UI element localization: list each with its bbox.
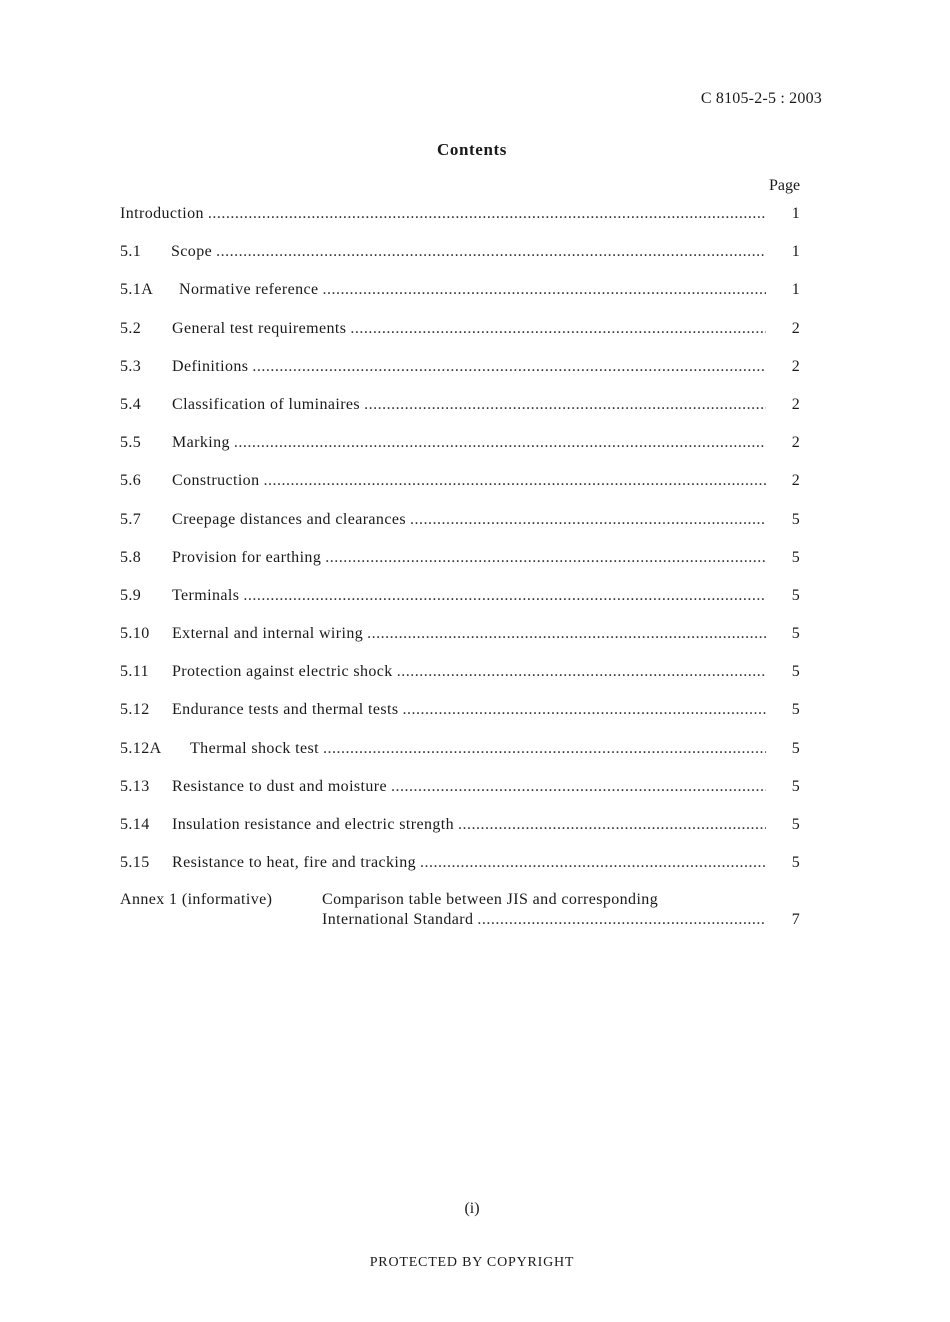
- footer-page-number: (i): [464, 1200, 480, 1217]
- toc-entry-number: 5.5: [120, 434, 142, 452]
- dot-leader: [323, 279, 766, 301]
- toc-entry[interactable]: [120, 318, 810, 356]
- dot-leader: [263, 470, 766, 492]
- toc-entry-page: 2: [791, 434, 801, 452]
- toc-entry-label: Resistance to heat, fire and tracking: [172, 854, 417, 872]
- toc-entry-page: 5: [791, 854, 801, 872]
- toc-entry[interactable]: [120, 279, 810, 317]
- toc-entry-number: 5.1A: [120, 281, 154, 299]
- toc-entry-number: 5.13: [120, 777, 150, 795]
- toc-entry-number: 5.2: [120, 319, 142, 337]
- toc-entry[interactable]: [120, 547, 810, 585]
- toc-entry-page: 1: [791, 205, 801, 222]
- dot-leader: [420, 852, 766, 874]
- toc-entry-label: Provision for earthing: [172, 548, 322, 566]
- toc-entry-label: Normative reference: [179, 281, 319, 299]
- toc-entry[interactable]: [120, 814, 810, 852]
- dot-leader: [410, 509, 766, 531]
- toc-entry-page: 5: [791, 510, 801, 528]
- toc-entry-number: 5.8: [120, 548, 142, 566]
- toc-entry-label: Classification of luminaires: [172, 395, 361, 413]
- table-of-contents: [120, 203, 810, 934]
- toc-entry-number: 5.9: [120, 586, 142, 604]
- copyright-notice: PROTECTED BY COPYRIGHT: [369, 1255, 575, 1270]
- toc-entry-page: 5: [791, 625, 801, 643]
- document-code: C 8105-2-5 : 2003: [700, 90, 822, 107]
- toc-entry-number: 5.7: [120, 510, 142, 528]
- toc-entry-number: 5.10: [120, 625, 150, 643]
- toc-entry-page: 2: [791, 319, 801, 337]
- dot-leader: [350, 318, 766, 340]
- toc-entry-label: General test requirements: [172, 319, 347, 337]
- toc-entry-page: 2: [791, 395, 801, 413]
- toc-entry-page: 5: [791, 701, 801, 719]
- dot-leader: [364, 394, 766, 416]
- annex-title-line1: Comparison table between JIS and corresponding: [322, 891, 659, 909]
- toc-entry[interactable]: [120, 241, 810, 279]
- toc-entry-page: 2: [791, 472, 801, 490]
- annex-label: Annex 1 (informative): [120, 891, 273, 909]
- toc-entry-label: Creepage distances and clearances: [172, 510, 406, 528]
- toc-entry[interactable]: [120, 356, 810, 394]
- toc-entry-page: 5: [791, 586, 801, 604]
- toc-entry-page: 5: [791, 548, 801, 566]
- toc-entry[interactable]: [120, 738, 810, 776]
- dot-leader: [208, 203, 766, 225]
- toc-entry-label: Terminals: [172, 586, 240, 604]
- toc-entry-label: Definitions: [172, 357, 249, 375]
- toc-entry[interactable]: [120, 661, 810, 699]
- toc-entry[interactable]: [120, 699, 810, 737]
- toc-entry-number: 5.15: [120, 854, 150, 872]
- toc-entry-label: Protection against electric shock: [172, 663, 393, 681]
- toc-entry-page: 1: [791, 243, 801, 261]
- dot-leader: [243, 585, 766, 607]
- dot-leader: [216, 241, 766, 263]
- toc-entry-page: 5: [791, 663, 801, 681]
- toc-entry-page: 1: [791, 281, 801, 299]
- annex-title-line2: International Standard: [322, 911, 474, 929]
- toc-entry-number: 5.1: [120, 243, 142, 261]
- dot-leader: [252, 356, 766, 378]
- dot-leader: [402, 699, 766, 721]
- toc-entry-number: 5.12A: [120, 739, 162, 757]
- toc-entry-label: Introduction: [120, 205, 204, 222]
- toc-entry[interactable]: [120, 623, 810, 661]
- toc-entry-page: 5: [791, 816, 801, 833]
- toc-entry[interactable]: [120, 776, 810, 814]
- toc-entry-label: Resistance to dust and moisture: [172, 777, 388, 795]
- toc-entry-label: Thermal shock test: [190, 739, 319, 757]
- toc-entry-number: 5.11: [120, 663, 150, 681]
- toc-entry-label: Scope: [171, 243, 213, 261]
- dot-leader: [458, 814, 766, 836]
- toc-entry[interactable]: [120, 509, 810, 547]
- page-title: Contents: [437, 140, 507, 159]
- toc-entry-number: 5.4: [120, 395, 142, 413]
- toc-entry-number: 5.3: [120, 357, 142, 375]
- toc-entry-page: 5: [791, 739, 801, 757]
- toc-entry-label: Endurance tests and thermal tests: [172, 701, 399, 719]
- toc-entry-label: Insulation resistance and electric strength: [172, 816, 454, 833]
- dot-leader: [234, 432, 766, 454]
- toc-entry[interactable]: [120, 432, 810, 470]
- page-column-header: Page: [769, 177, 801, 194]
- toc-entry[interactable]: [120, 394, 810, 432]
- toc-entry-page: 2: [791, 357, 801, 375]
- toc-entry[interactable]: [120, 852, 810, 890]
- toc-entry-number: 5.6: [120, 472, 142, 490]
- toc-entry-label: Marking: [172, 434, 230, 452]
- toc-entry-label: External and internal wiring: [172, 625, 364, 643]
- toc-entry[interactable]: [120, 470, 810, 508]
- toc-entry[interactable]: [120, 203, 810, 241]
- dot-leader: [367, 623, 766, 645]
- dot-leader: [477, 910, 766, 930]
- toc-entry-label: Construction: [172, 472, 260, 490]
- annex-page: 7: [791, 911, 801, 929]
- dot-leader: [397, 661, 766, 683]
- dot-leader: [391, 776, 766, 798]
- toc-entry-number: 5.14: [120, 816, 150, 833]
- toc-entry-number: 5.12: [120, 701, 150, 719]
- toc-annex-entry[interactable]: [120, 890, 810, 934]
- toc-entry-page: 5: [791, 777, 801, 795]
- toc-entry[interactable]: [120, 585, 810, 623]
- dot-leader: [323, 738, 766, 760]
- dot-leader: [325, 547, 766, 569]
